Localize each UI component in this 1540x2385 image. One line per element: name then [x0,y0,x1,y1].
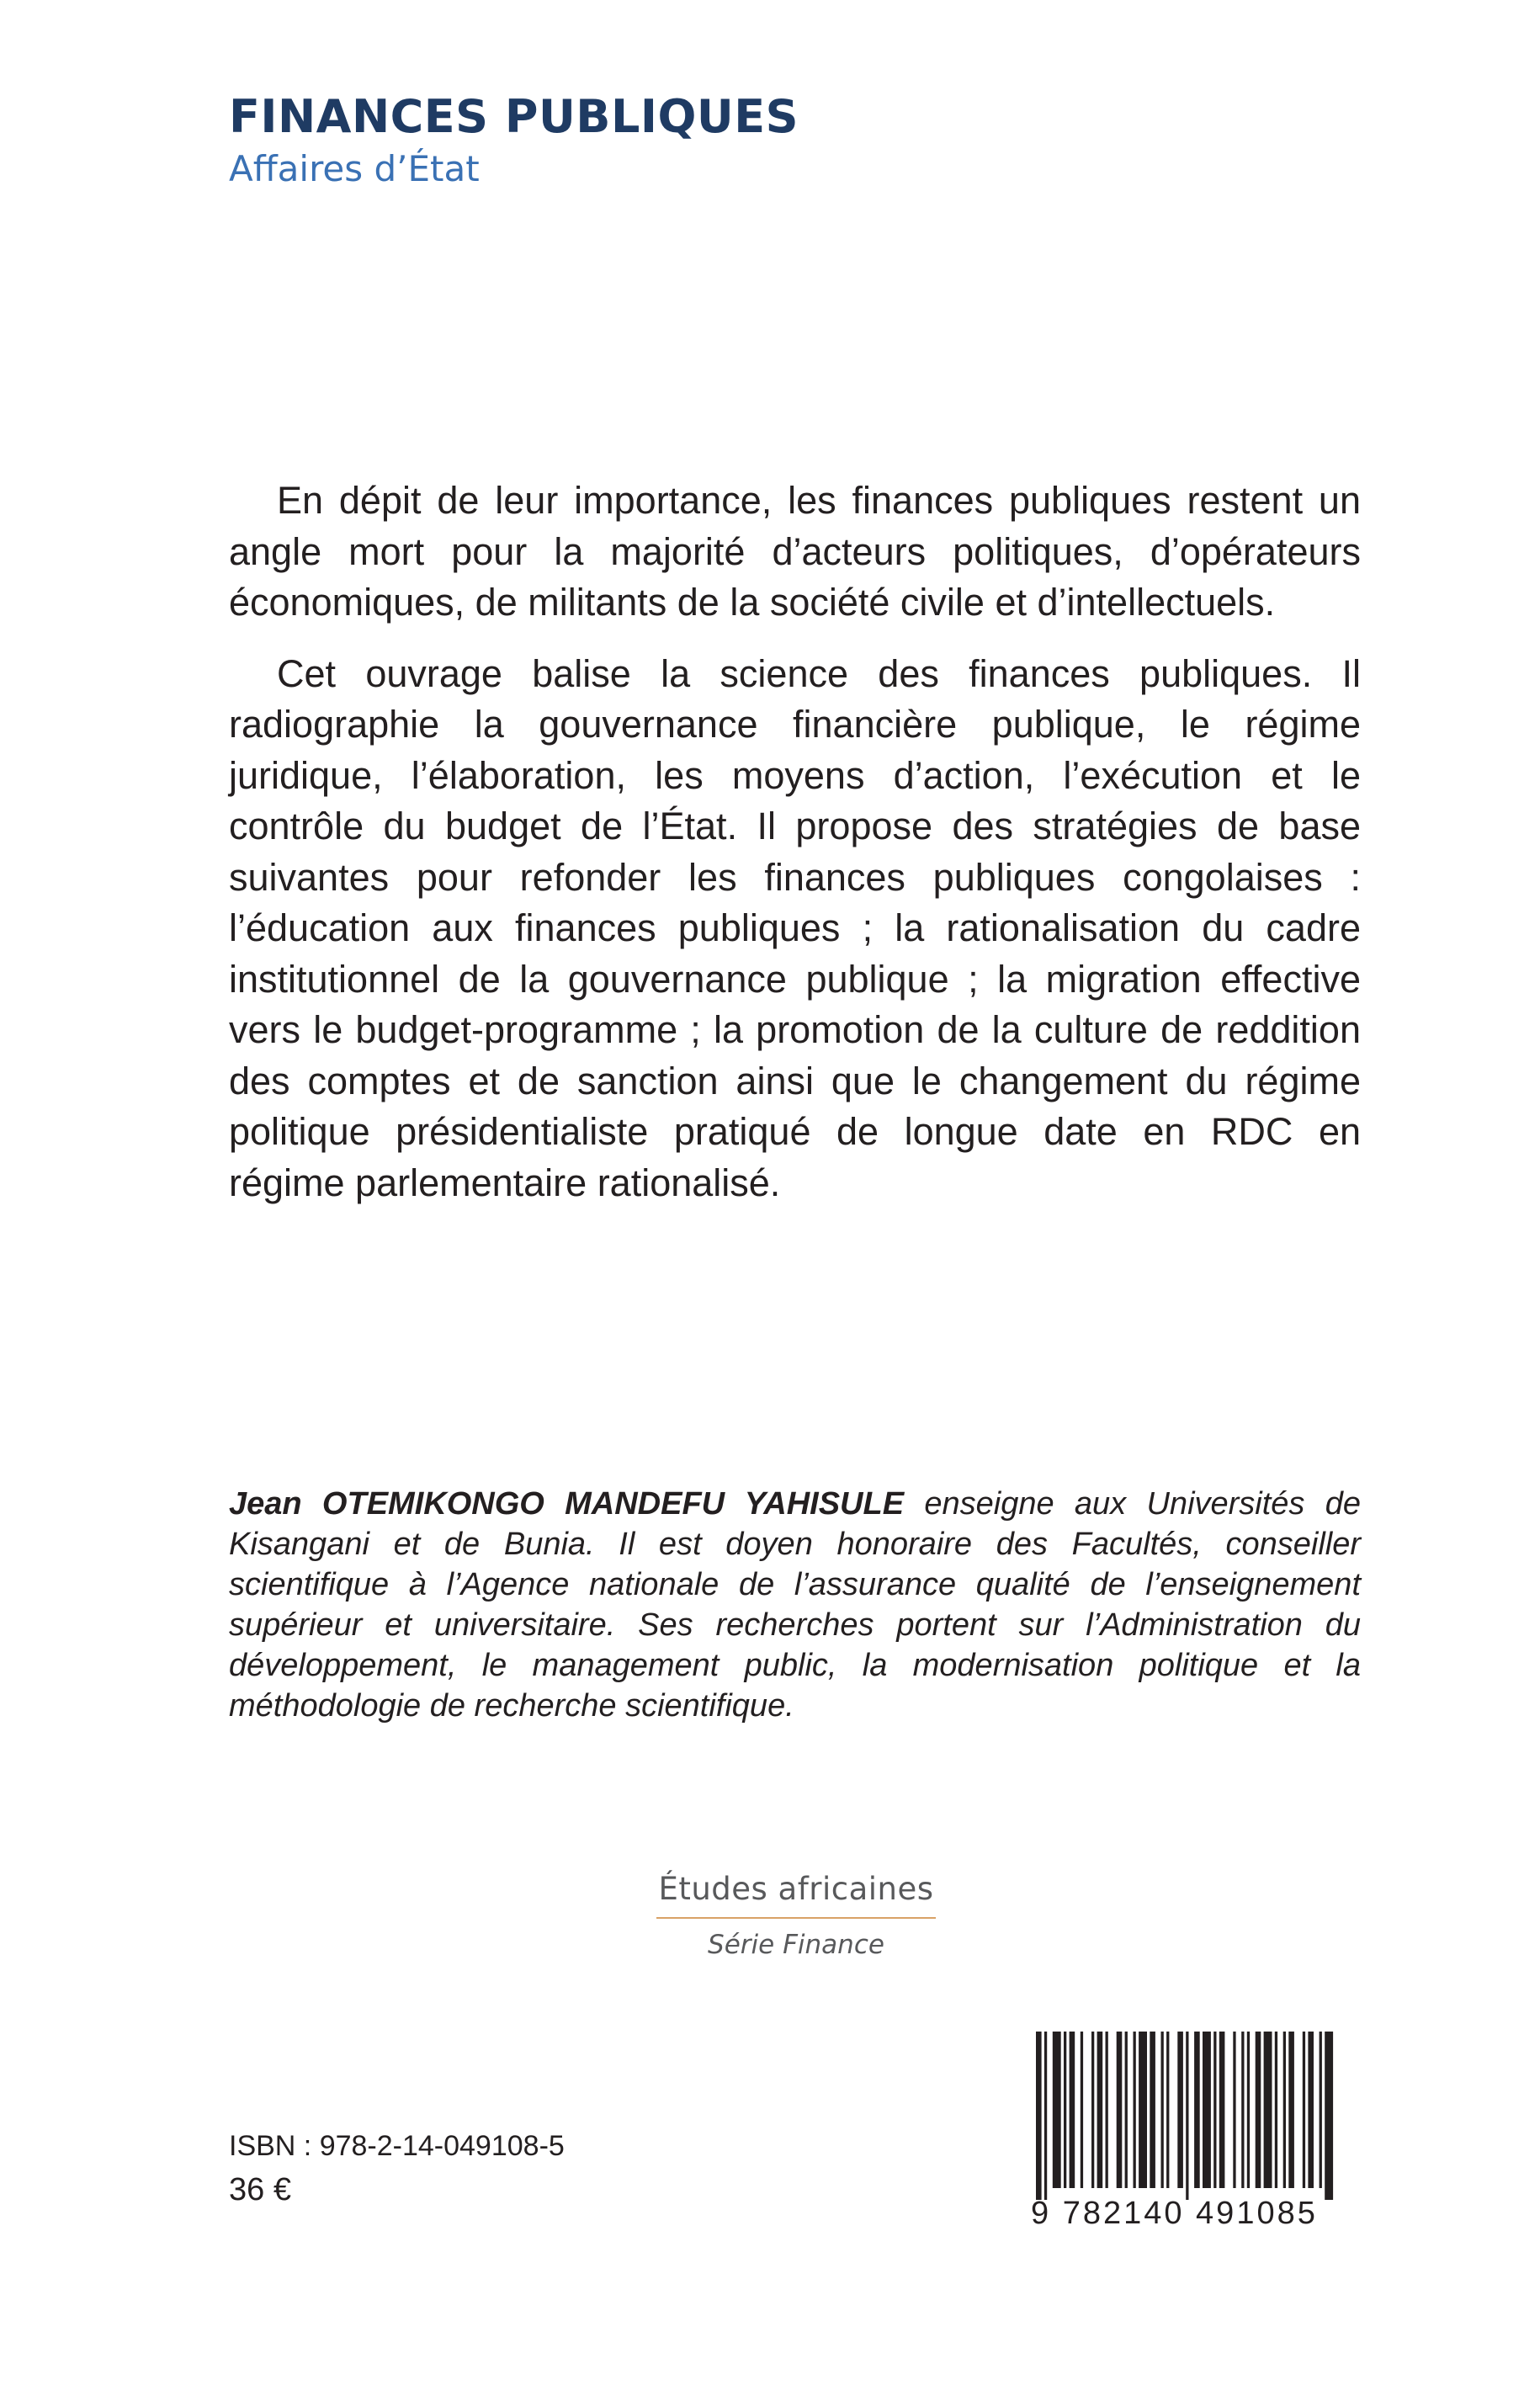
book-title: FINANCES PUBLIQUES [229,90,799,143]
author-name: Jean OTEMIKONGO MANDEFU YAHISULE [229,1486,905,1522]
author-bio [229,1484,1361,1726]
series-block [656,1870,936,1961]
barcode [1031,2032,1351,2232]
barcode-digits: 9 782140 491085 [1031,2196,1318,2231]
barcode-bars-icon [1031,2032,1351,2200]
series-divider [656,1917,936,1919]
book-blurb [229,475,1361,1229]
blurb-paragraph-2: Cet ouvrage balise la science des finances publiques. Il radiographie la gouvernance financière publique, le régime juridique, l’élaboration, les moyens d’action, l’exécution et le contrôle du budget de l’État. Il propose des stratégies de base suivantes pour refonder les finances publiques congolaises : l’éducation aux finances publiques ; la rationalisation du cadre institutionnel de la gouvernance publique ; la migration effective vers le budget-programme ; la promotion de la culture de reddition des comptes et de sanction ainsi que le changement du régime politique présidentialiste pratiqué de longue date en RDC en régime parlementaire rationalisé. [229,651,1361,1204]
isbn-price-block [229,2128,565,2211]
author-bio-text: enseigne aux Universités de Kisangani et de Bunia. Il est doyen honoraire des Facultés, conseiller scientifique à l’Agence nationale de l’assurance qualité de l’enseignement supérieur et universitaire. Ses recherches portent sur l’Administration du développement, le management public, la modernisation politique et la méthodologie de recherche scientifique. [229,1486,1362,1724]
blurb-paragraph-1: En dépit de leur importance, les finances publiques restent un angle mort pour la majorité d’acteurs politiques, d’opérateurs économiques, de militants de la société civile et d’intellectuels. [229,479,1361,624]
series-name: Études africaines [658,1871,934,1907]
header [229,91,799,192]
isbn: ISBN : 978-2-14-049108-5 [229,2130,565,2162]
price: 36 € [229,2172,291,2207]
collection-name: Affaires d’État [229,148,480,189]
subseries-name: Série Finance [708,1930,884,1960]
